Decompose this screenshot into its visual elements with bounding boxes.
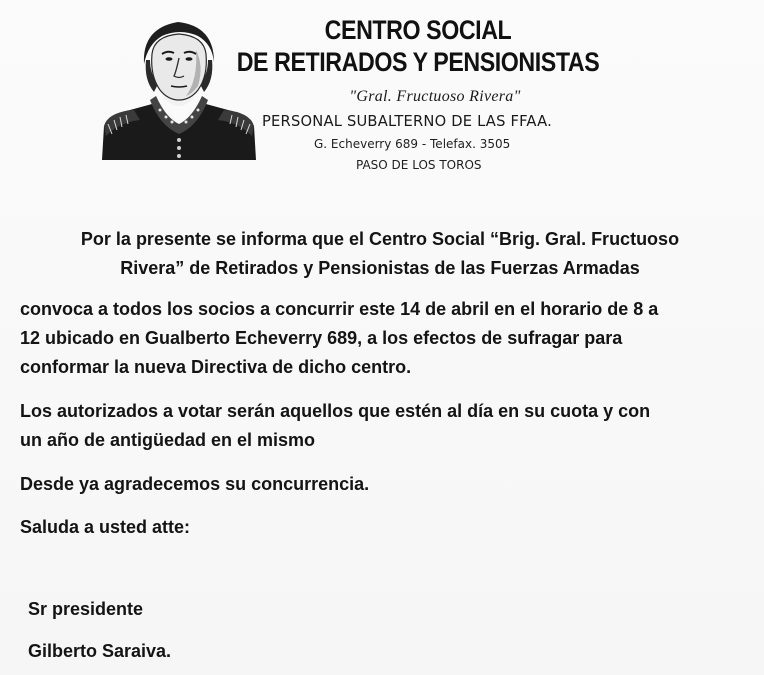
organization-subtitle: PERSONAL SUBALTERNO DE LAS FFAA. [262,112,552,130]
organization-city: PASO DE LOS TOROS [356,158,482,172]
closing-salutation: Saluda a usted atte: [20,517,191,537]
general-portrait-icon [100,14,258,160]
convocation-paragraph [20,295,658,382]
eligibility-line: Los autorizados a votar serán aquellos que estén al día en su cuota y con [20,401,651,421]
eligibility-paragraph [20,397,650,455]
organization-address: G. Echeverry 689 - Telefax. 3505 [314,137,511,151]
thanks-paragraph: Desde ya agradecemos su concurrencia. [20,474,370,494]
eligibility-line: un año de antigüedad en el mismo [20,430,316,450]
convocation-line: 12 ubicado en Gualberto Echeverry 689, a los efectos de sufragar para [20,328,623,348]
organization-motto: "Gral. Fructuoso Rivera" [349,88,521,105]
signature-name: Gilberto Saraiva. [28,641,172,661]
intro-line: Por la presente se informa que el Centro Social “Brig. Gral. Fructuoso [80,229,680,249]
signature-role: Sr presidente [28,599,144,619]
convocation-line: convoca a todos los socios a concurrir este 14 de abril en el horario de 8 a [20,299,659,319]
organization-name-line2: DE RETIRADOS Y PENSIONISTAS [236,47,600,77]
organization-name-line1: CENTRO SOCIAL [324,15,512,45]
intro-paragraph [20,225,740,283]
organization-name [236,14,600,78]
intro-line: Rivera” de Retirados y Pensionistas de las Fuerzas Armadas [120,258,640,278]
convocation-line: conformar la nueva Directiva de dicho centro. [20,357,412,377]
